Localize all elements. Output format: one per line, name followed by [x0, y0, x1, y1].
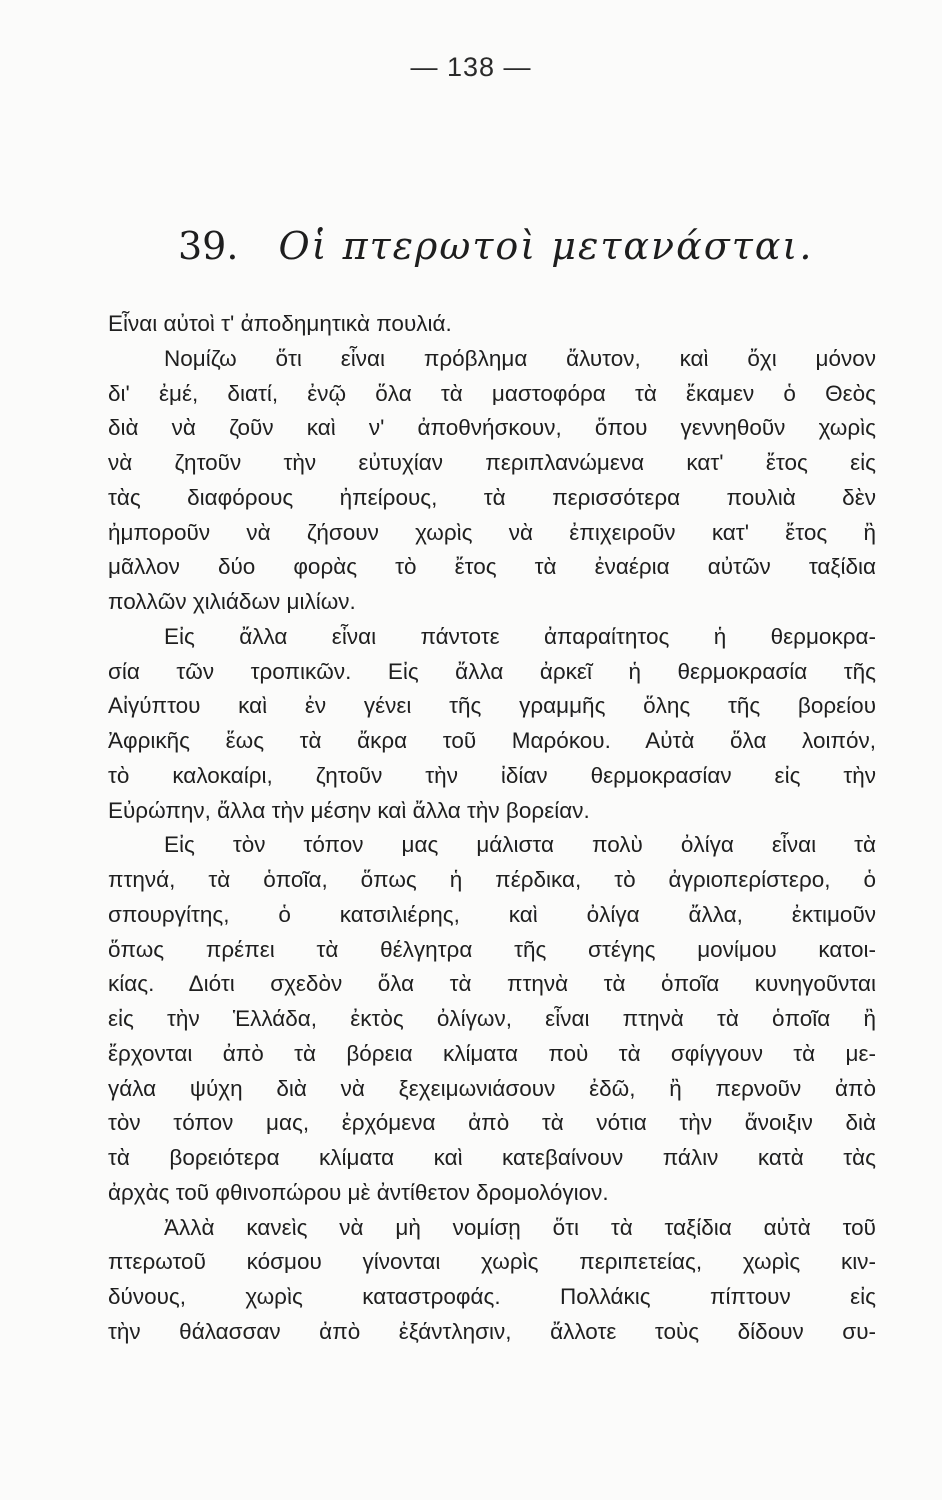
- text-line: Αἰγύπτου καὶ ἐν γένει τῆς γραμμῆς ὅλης τῆς βορείου: [108, 693, 876, 719]
- chapter-number: 39.: [178, 224, 239, 268]
- text-line: ἠμποροῦν νὰ ζήσουν χωρὶς νὰ ἐπιχειροῦν κατ' ἔτος ἢ: [108, 519, 876, 545]
- text-line: σπουργίτης, ὁ κατσιλιέρης, καὶ ὀλίγα ἄλλα, ἐκτιμοῦν: [108, 901, 876, 927]
- text-line: πτερωτοῦ κόσμου γίνονται χωρὶς περιπετείας, χωρὶς κιν-: [108, 1249, 876, 1275]
- chapter-title: Οἱ πτερωτοὶ μετανάσται.: [278, 224, 814, 268]
- chapter-heading: [178, 224, 813, 268]
- page-number: — 138 —: [410, 52, 532, 82]
- text-line: Εἰς ἄλλα εἶναι πάντοτε ἀπαραίτητος ἡ θερμοκρα-: [164, 623, 876, 649]
- text-line: δι' ἐμέ, διατί, ἐνῷ ὅλα τὰ μαστοφόρα τὰ ἔκαμεν ὁ Θεὸς: [108, 380, 876, 406]
- text-line: διὰ νὰ ζοῦν καὶ ν' ἀποθνήσκουν, ὅπου γεννηθοῦν χωρὶς: [108, 415, 876, 441]
- text-line: Εἶναι αὐτοὶ τ' ἀποδημητικὰ πουλιά.: [108, 311, 452, 336]
- text-line: τὴν θάλασσαν ἀπὸ ἐξάντλησιν, ἄλλοτε τοὺς δίδουν συ-: [108, 1318, 876, 1344]
- text-line: Εὐρώπην, ἄλλα τὴν μέσην καὶ ἄλλα τὴν βορείαν.: [108, 797, 590, 823]
- text-line: τὸ καλοκαίρι, ζητοῦν τὴν ἰδίαν θερμοκρασίαν εἰς τὴν: [108, 762, 876, 788]
- text-line: ἔρχονται ἀπὸ τὰ βόρεια κλίματα ποὺ τὰ σφίγγουν τὰ με-: [108, 1040, 876, 1066]
- text-line: εἰς τὴν Ἑλλάδα, ἐκτὸς ὀλίγων, εἶναι πτηνὰ τὰ ὁποῖα ἢ: [108, 1006, 876, 1031]
- text-line: γάλα ψύχη διὰ νὰ ξεχειμωνιάσουν ἐδῶ, ἢ περνοῦν ἀπὸ: [108, 1075, 876, 1101]
- text-line: τὸν τόπον μας, ἐρχόμενα ἀπὸ τὰ νότια τὴν ἄνοιξιν διὰ: [108, 1110, 876, 1136]
- text-line: κίας. Διότι σχεδὸν ὅλα τὰ πτηνὰ τὰ ὁποῖα κυνηγοῦνται: [108, 971, 876, 997]
- text-line: Νομίζω ὅτι εἶναι πρόβλημα ἄλυτον, καὶ ὄχι μόνον: [164, 345, 876, 371]
- text-line: νὰ ζητοῦν τὴν εὐτυχίαν περιπλανώμενα κατ' ἔτος εἰς: [108, 450, 876, 475]
- text-line: τὰ βορειότερα κλίματα καὶ κατεβαίνουν πάλιν κατὰ τὰς: [108, 1145, 876, 1170]
- text-line: σία τῶν τροπικῶν. Εἰς ἄλλα ἀρκεῖ ἡ θερμοκρασία τῆς: [108, 658, 876, 684]
- text-line: Ἀλλὰ κανεὶς νὰ μὴ νομίσῃ ὅτι τὰ ταξίδια αὐτὰ τοῦ: [164, 1214, 876, 1240]
- text-line: Εἰς τὸν τόπον μας μάλιστα πολὺ ὀλίγα εἶναι τὰ: [164, 832, 876, 858]
- body-text: [108, 307, 876, 1350]
- text-line: Ἀφρικῆς ἕως τὰ ἄκρα τοῦ Μαρόκου. Αὐτὰ ὅλα λοιπόν,: [108, 728, 876, 753]
- text-line: μᾶλλον δύο φορὰς τὸ ἔτος τὰ ἐναέρια αὐτῶν ταξίδια: [108, 554, 876, 580]
- text-line: πολλῶν χιλιάδων μιλίων.: [108, 589, 356, 614]
- text-line: ὅπως πρέπει τὰ θέλγητρα τῆς στέγης μονίμου κατοι-: [108, 936, 876, 962]
- text-line: τὰς διαφόρους ἠπείρους, τὰ περισσότερα πουλιὰ δὲν: [108, 484, 876, 510]
- text-line: ἀρχὰς τοῦ φθινοπώρου μὲ ἀντίθετον δρομολόγιον.: [108, 1179, 609, 1205]
- text-line: δύνους, χωρὶς καταστροφάς. Πολλάκις πίπτουν εἰς: [108, 1284, 876, 1309]
- text-line: πτηνά, τὰ ὁποῖα, ὅπως ἡ πέρδικα, τὸ ἀγριοπερίστερο, ὁ: [108, 867, 876, 892]
